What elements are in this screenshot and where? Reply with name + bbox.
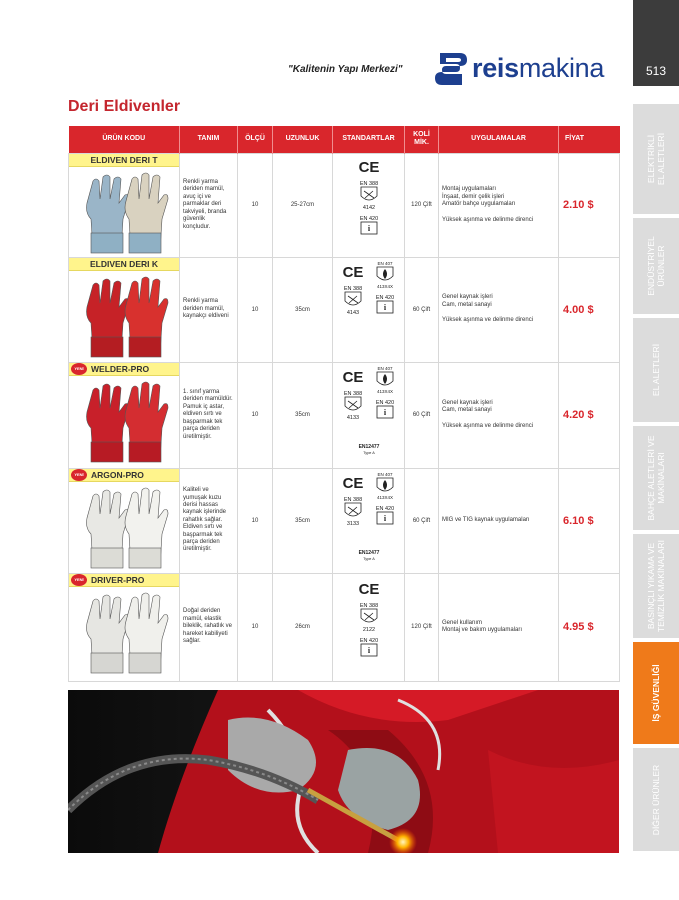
side-tab-label-line2: ÜRÜNLER <box>656 245 666 287</box>
product-size: 10 <box>238 257 273 362</box>
side-tab-label <box>646 133 666 185</box>
ce-mark: CE <box>342 369 364 386</box>
product-quantity: 60 Çift <box>405 257 439 362</box>
product-standards <box>333 573 405 681</box>
application-line: Montaj ve bakım uygulamaları <box>442 627 523 633</box>
product-standards <box>333 257 405 362</box>
product-price: 4.20 $ <box>559 362 620 468</box>
product-price: 4.95 $ <box>559 573 620 681</box>
product-name: ELDIVEN DERI K <box>69 258 179 271</box>
product-name: WELDER-PRO <box>69 363 179 376</box>
brand-name <box>472 53 604 84</box>
product-name: ARGON-PRO <box>69 469 179 482</box>
ce-mark: CE <box>358 581 380 598</box>
en12477-type: Type A <box>363 556 375 561</box>
glove-pair-icon <box>69 462 180 468</box>
side-tab-label-line1: BAHÇE ALETLERİ VE <box>646 435 656 521</box>
en388-code: 4142 <box>362 205 376 211</box>
standards-icons <box>333 576 405 676</box>
en420-label: EN 420 <box>375 505 395 512</box>
product-applications <box>439 153 559 257</box>
mechanical-risk-icon <box>345 292 361 305</box>
product-name: DRIVER-PRO <box>69 574 179 587</box>
application-line: MIG ve TIG kaynak uygulamaları <box>442 516 530 523</box>
side-tab-1[interactable] <box>633 104 679 214</box>
product-cell[interactable] <box>69 257 180 362</box>
side-tab-label-line2: EL ALETLERİ <box>656 132 666 186</box>
col-header-applications: UYGULAMALAR <box>439 126 559 153</box>
en420-label: EN 420 <box>359 216 379 222</box>
en12477-label: EN12477 <box>358 549 380 556</box>
side-tab-label <box>651 344 661 396</box>
col-header-size: ÖLÇÜ <box>238 126 273 153</box>
product-quantity: 60 Çift <box>405 362 439 468</box>
application-line: İnşaat, demir çelik işleri <box>442 193 505 200</box>
en407-label: EN 407 <box>377 471 393 477</box>
product-length: 25-27cm <box>273 153 333 257</box>
brand-name-part1: reis <box>472 53 519 83</box>
product-applications <box>439 362 559 468</box>
info-glyph: i <box>383 408 387 417</box>
en420-label: EN 420 <box>375 294 395 301</box>
col-header-quantity: KOLİ MİK. <box>405 126 439 153</box>
side-tab-3[interactable] <box>633 318 679 422</box>
product-image <box>69 167 179 257</box>
reismakina-logo-icon <box>432 49 470 89</box>
product-table <box>68 126 620 682</box>
en420-label: EN 420 <box>359 638 379 644</box>
product-price: 2.10 $ <box>559 153 620 257</box>
product-description: Kaliteli ve yumuşak kuzu derisi hassas kaynak işlerinde rahatlık sağlar. Eldiven sırtı ve başparmak tek parça deriden üretilmiştir. <box>180 468 238 573</box>
en388-code: 2122 <box>362 627 376 633</box>
product-description: 1. sınıf yarma deriden mamüldür. Pamuk iç astar, eldiven sırtı ve başparmak tek parça deriden üretilmiştir. <box>180 362 238 468</box>
table-row <box>69 362 620 468</box>
application-line: Genel kaynak işleri <box>442 294 493 301</box>
product-price: 6.10 $ <box>559 468 620 573</box>
col-header-code: ÜRÜN KODU <box>69 126 180 153</box>
en407-label: EN 407 <box>377 260 393 266</box>
brand-name-part2: makina <box>518 53 605 83</box>
col-header-length: UZUNLUK <box>273 126 333 153</box>
product-description: Renkli yarma deriden mamül, kaynakçı eldiveni <box>180 257 238 362</box>
en388-code: 4143 <box>346 309 360 316</box>
product-standards <box>333 362 405 468</box>
en407-code: 413X4X <box>376 389 394 394</box>
ce-mark: CE <box>342 263 364 281</box>
slogan: "Kalitenin Yapı Merkezi" <box>288 64 403 75</box>
side-tab-label <box>651 664 661 721</box>
ce-mark: CE <box>358 159 380 176</box>
page-number: 513 <box>645 64 667 78</box>
en407-code: 413X4X <box>376 494 394 500</box>
en420-label: EN 420 <box>375 400 395 406</box>
standards-icons <box>333 364 405 464</box>
product-standards <box>333 153 405 257</box>
en12477-type: Type A <box>363 451 375 455</box>
new-badge: YENİ <box>71 363 87 375</box>
table-row <box>69 153 620 257</box>
side-tab-label-line1: ENDÜSTRİYEL <box>646 236 656 296</box>
application-line: Cam, metal sanayi <box>442 301 492 308</box>
application-extra: Yüksek aşınma ve delinme direnci <box>442 216 534 223</box>
en407-code: 413X4X <box>376 283 394 289</box>
product-description: Doğal deriden mamül, elastik bileklik, rahatlık ve hareket kabiliyeti sağlar. <box>180 573 238 681</box>
product-applications <box>439 573 559 681</box>
standards-icons <box>333 470 405 570</box>
new-badge: YENİ <box>71 574 87 586</box>
product-cell[interactable] <box>69 153 180 257</box>
product-size: 10 <box>238 468 273 573</box>
product-description: Renkli yarma deriden mamül, avuç içi ve parmaklar deri takviyeli, branda güvenlik konçludur. <box>180 153 238 257</box>
table-header-row <box>69 126 620 153</box>
glove-pair-icon <box>69 673 180 679</box>
side-tab-6[interactable] <box>633 642 679 744</box>
info-glyph: i <box>383 302 387 312</box>
col-header-standards: STANDARTLAR <box>333 126 405 153</box>
product-cell[interactable] <box>69 468 180 573</box>
side-tab-label-line1: DİĞER ÜRÜNLER <box>651 764 661 835</box>
mechanical-risk-icon <box>345 503 361 516</box>
side-tab-label <box>651 764 661 834</box>
glove-pair-icon <box>69 253 180 259</box>
en388-label: EN 388 <box>359 603 379 609</box>
table-row <box>69 257 620 362</box>
side-tab-label-line1: BASINÇLI YIKAMA VE <box>646 542 656 630</box>
side-tab-label <box>646 236 666 296</box>
application-extra: Yüksek aşınma ve delinme direnci <box>442 317 534 324</box>
col-header-price: FİYAT <box>559 126 620 153</box>
mechanical-risk-icon <box>361 609 377 622</box>
product-name: ELDIVEN DERI T <box>69 154 179 167</box>
product-size: 10 <box>238 362 273 468</box>
product-length: 26cm <box>273 573 333 681</box>
application-line: Genel kaynak işleri <box>442 399 493 406</box>
standards-icons <box>333 154 405 254</box>
en388-label: EN 388 <box>343 391 363 397</box>
product-quantity: 120 Çift <box>405 573 439 681</box>
side-tab-4[interactable] <box>633 426 679 530</box>
new-badge: YENİ <box>71 469 87 481</box>
product-image <box>69 271 179 361</box>
product-cell[interactable] <box>69 573 180 681</box>
side-tab-7[interactable] <box>633 748 679 851</box>
col-header-definition: TANIM <box>180 126 238 153</box>
product-length: 35cm <box>273 468 333 573</box>
glove-pair-icon <box>69 357 180 363</box>
en12477-label: EN12477 <box>358 444 380 450</box>
en388-code: 4133 <box>346 415 360 421</box>
product-quantity: 60 Çift <box>405 468 439 573</box>
table-row <box>69 573 620 681</box>
side-tab-2[interactable] <box>633 218 679 314</box>
application-line: Montaj uygulamaları <box>442 186 497 192</box>
product-length: 35cm <box>273 362 333 468</box>
application-line: Cam, metal sanayi <box>442 407 492 414</box>
standards-icons <box>333 259 405 359</box>
en388-label: EN 388 <box>359 181 379 187</box>
ce-mark: CE <box>342 474 364 492</box>
product-length: 35cm <box>273 257 333 362</box>
side-tab-label-line1: İŞ GÜVENLİĞİ <box>651 664 661 722</box>
side-tab-label-line1: ELEKTRİKLİ <box>646 134 656 184</box>
info-glyph: i <box>383 513 387 523</box>
section-title: Deri Eldivenler <box>68 98 181 115</box>
mechanical-risk-icon <box>345 397 361 410</box>
side-tab-5[interactable] <box>633 534 679 638</box>
info-glyph: i <box>367 224 371 233</box>
product-price: 4.00 $ <box>559 257 620 362</box>
product-cell[interactable] <box>69 362 180 468</box>
product-standards <box>333 468 405 573</box>
glove-pair-icon <box>69 568 180 574</box>
en407-label: EN 407 <box>377 366 393 371</box>
welding-photo <box>68 690 619 853</box>
application-extra: Yüksek aşınma ve delinme direnci <box>442 422 534 429</box>
en388-label: EN 388 <box>343 496 363 503</box>
side-tab-label-line1: EL ALETLERİ <box>651 343 661 397</box>
application-line: Genel kullanım <box>442 619 483 626</box>
product-size: 10 <box>238 573 273 681</box>
side-tab-label <box>646 540 666 632</box>
side-tab-label-line2: TEMİZLİK MAKİNALARI <box>656 539 666 633</box>
page-number-box <box>633 0 679 86</box>
info-glyph: i <box>367 646 371 655</box>
table-row <box>69 468 620 573</box>
side-tab-label-line2: MAKİNALARI <box>656 452 666 504</box>
product-applications <box>439 257 559 362</box>
product-applications <box>439 468 559 573</box>
product-quantity: 120 Çift <box>405 153 439 257</box>
en388-label: EN 388 <box>343 285 363 292</box>
application-line: Amatör bahçe uygulamaları <box>442 201 516 207</box>
product-size: 10 <box>238 153 273 257</box>
en388-code: 3133 <box>346 520 360 527</box>
mechanical-risk-icon <box>361 187 377 200</box>
side-tab-label <box>646 435 666 520</box>
